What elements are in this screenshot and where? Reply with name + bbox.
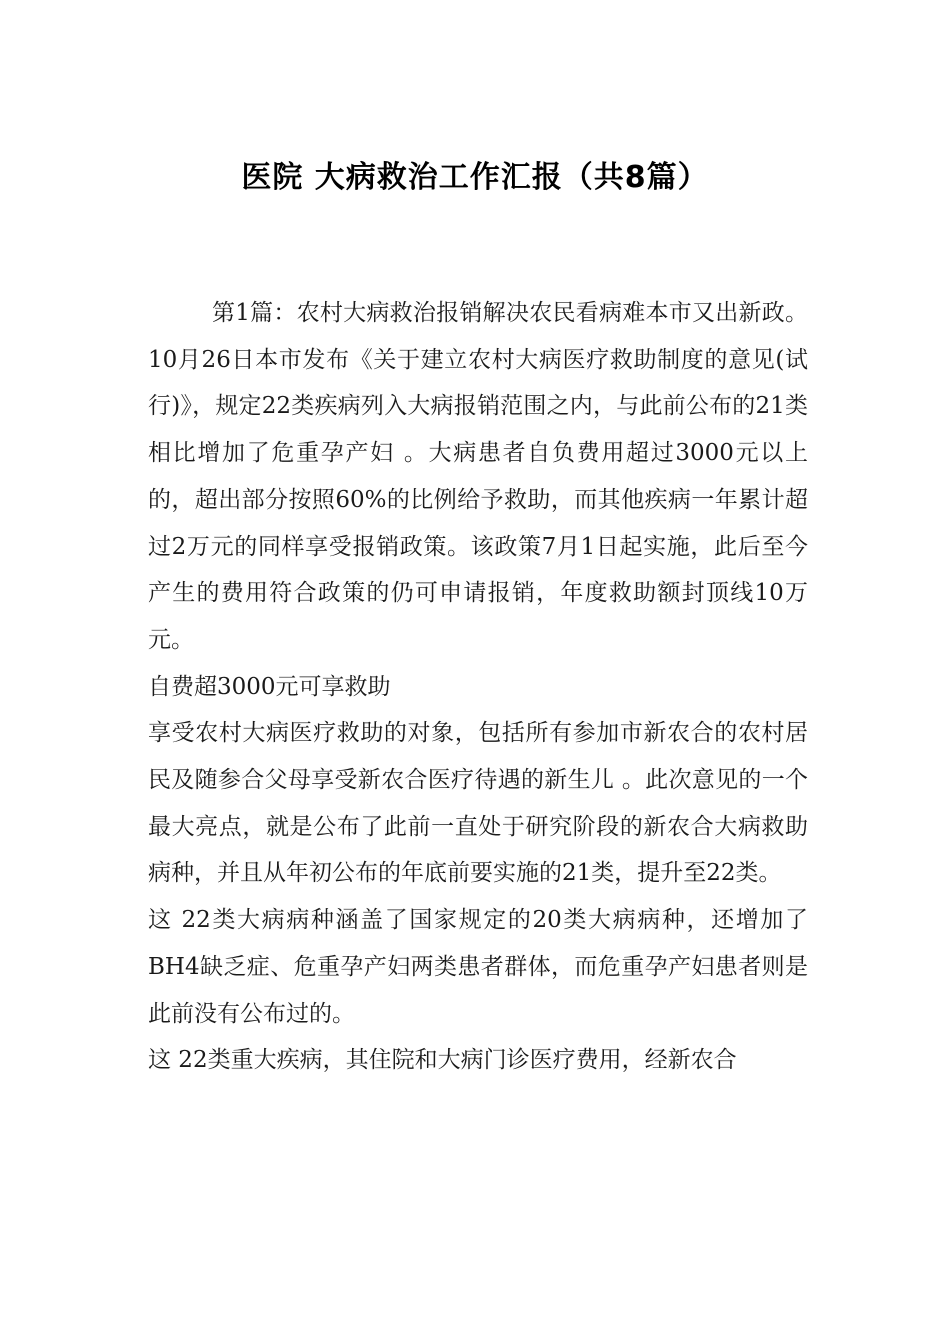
paragraph-4: 这 22类大病病种涵盖了国家规定的20类大病病种，还增加了BH4缺乏症、危重孕产妇两类患者群体，而危重孕产妇患者则是此前没有公布过的。 — [148, 907, 808, 1027]
paragraph-3: 享受农村大病医疗救助的对象，包括所有参加市新农合的农村居民及随参合父母享受新农合医疗待遇的新生儿 。此次意见的一个最大亮点，就是公布了此前一直处于研究阶段的新农合大病救助病种，并且从年初公布的年底前要实施的21类，提升至22类。 — [148, 720, 808, 887]
paragraph-5: 这 22类重大疾病，其住院和大病门诊医疗费用，经新农合 — [148, 1047, 737, 1074]
paragraph-1: 第1篇：农村大病救治报销解决农民看病难本市又出新政。10月26日本市发布《关于建立农村大病医疗救助制度的意见(试行)》，规定22类疾病列入大病报销范围之内，与此前公布的21类相比增加了危重孕产妇 。大病患者自负费用超过3000元以上的，超出部分按照60%的比例给予救助，而其他疾病一年累计超过2万元的同样享受报销政策。该政策7月1日起实施，此后至今产生的费用符合政策的仍可申请报销，年度救助额封顶线10万元。 — [148, 300, 808, 653]
paragraph-2-subheading: 自费超3000元可享救助 — [148, 673, 391, 700]
document-title: 医院 大病救治工作汇报（共8篇） — [241, 160, 709, 195]
document-body — [148, 290, 808, 1084]
